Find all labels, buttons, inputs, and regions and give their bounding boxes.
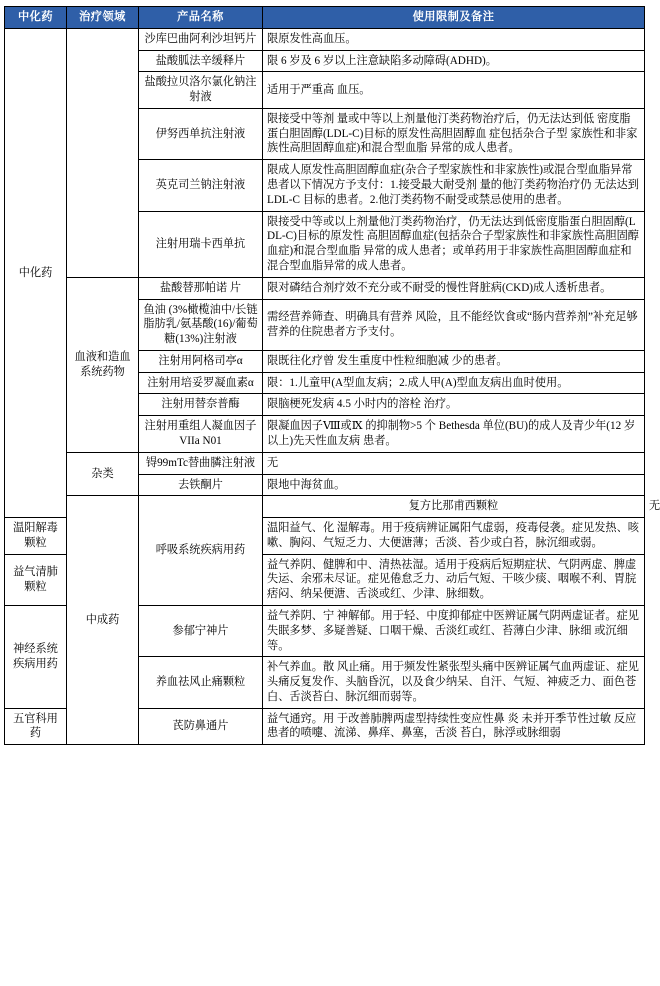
- cell-usage-notes: 限脑梗死发病 4.5 小时内的溶栓 治疗。: [263, 394, 645, 416]
- cell-product-name: 注射用培妥罗凝血素α: [139, 372, 263, 394]
- cell-product-name: 益气清肺颗粒: [5, 554, 67, 605]
- cell-therapeutic-area: 神经系统疾病用药: [5, 606, 67, 709]
- cell-usage-notes: 需经营养筛查、明确具有营养 风险，且不能经饮食或“肠内营养剂”补充足够营养的住院患者方予支付。: [263, 299, 645, 350]
- cell-usage-notes: 限对磷结合剂疗效不充分或不耐受的慢性肾脏病(CKD)成人透析患者。: [263, 277, 645, 299]
- cell-usage-notes: 限凝血因子Ⅷ或Ⅸ 的抑制物>5 个 Bethesda 单位(BU)的成人及青少年(12 岁以上)先天性血友病 患者。: [263, 416, 645, 453]
- table-row: [5, 277, 645, 299]
- cell-usage-notes: 限：1.儿童甲(A型血友病；2.成人甲(A)型血友病出血时使用。: [263, 372, 645, 394]
- cell-usage-notes: 限成人原发性高胆固醇血症(杂合子型家族性和非家族性)或混合型血脂异常患者以下情况方予支付：1.接受最大耐受剂 量的他汀类药物治疗仍 无法达到 LDL-C 目标的患者。2.他汀类药物不耐受或禁忌使用的患者。: [263, 160, 645, 211]
- column-header-product-name: 产品名称: [139, 7, 263, 29]
- cell-product-name: 养血祛风止痛颗粒: [139, 657, 263, 708]
- cell-product-name: 盐酸胍法辛缓释片: [139, 50, 263, 72]
- cell-product-name: 盐酸替那帕诺 片: [139, 277, 263, 299]
- table-row: [5, 452, 645, 474]
- cell-product-name: 复方比那甫西颗粒: [263, 496, 645, 518]
- table-body: [5, 28, 660, 744]
- cell-usage-notes: 温阳益气、化 湿解毒。用于疫病辨证属阳气虚弱，疫毒侵袭。症见发热、咳嗽、胸闷、气短乏力、大便溏薄；舌淡、苔少或白苔，脉沉细或弱。: [263, 518, 645, 555]
- cell-product-name: 芪防鼻通片: [139, 708, 263, 745]
- drug-table: [4, 6, 660, 745]
- cell-usage-notes: 限地中海贫血。: [263, 474, 645, 496]
- cell-usage-notes: 限 6 岁及 6 岁以上注意缺陷多动障碍(ADHD)。: [263, 50, 645, 72]
- cell-product-name: 去铁酮片: [139, 474, 263, 496]
- table-header: [5, 7, 645, 29]
- table-row: [5, 28, 645, 50]
- cell-usage-notes: 限既往化疗曾 发生重度中性粒细胞减 少的患者。: [263, 350, 645, 372]
- cell-therapeutic-area: 杂类: [67, 452, 139, 496]
- cell-therapeutic-area: [67, 28, 139, 277]
- cell-product-name: 温阳解毒颗粒: [5, 518, 67, 555]
- cell-product-name: 盐酸拉贝洛尔氯化钠注射液: [139, 72, 263, 109]
- column-header-category: 中化药: [5, 7, 67, 29]
- column-header-notes: 使用限制及备注: [263, 7, 645, 29]
- cell-therapeutic-area: 呼吸系统疾病用药: [139, 496, 263, 606]
- cell-usage-notes: 无: [263, 452, 645, 474]
- table-row: 中成药 呼吸系统疾病用药 复方比那甫西颗粒 无: [5, 496, 645, 518]
- cell-usage-notes: 益气通窍。用 于改善肺脾两虚型持续性变应性鼻 炎 未并开季节性过敏 反应患者的喷嚏、流涕、鼻痒、鼻塞，舌淡 苔白，脉浮或脉细弱: [263, 708, 645, 745]
- cell-usage-notes: 益气养阴、健脾和中、清热祛湿。适用于疫病后短期症状、气阴两虚、脾虚失运、余邪未尽证。症见倦怠乏力、动后气短、干咳少痰、咽喉不利、胃脘痞闷、纳呆便溏、舌淡或红、少津、脉细数。: [263, 554, 645, 605]
- cell-usage-notes: 限接受中等或以上剂量他汀类药物治疗，仍无法达到低密度脂蛋白胆固醇(LDL-C)目标的原发性 高胆固醇血症(包括杂合子型家族性和非家族性高胆固醇血症)和混合型血脂 异常的成人患者；或单药用于非家族性高胆固醇血症和混合型血脂异常的成人患者。: [263, 211, 645, 277]
- cell-usage-notes: 限接受中等剂 量或中等以上剂量他汀类药物治疗后，仍无法达到低 密度脂蛋白胆固醇(LDL-C)目标的原发性高胆固醇血 症包括杂合子型 家族性和非家族性高胆固醇血症)和混合型血脂 异常的成人患者。: [263, 108, 645, 159]
- cell-usage-notes: 适用于严重高 血压。: [263, 72, 645, 109]
- cell-usage-notes: 限原发性高血压。: [263, 28, 645, 50]
- cell-product-name: 注射用瑞卡西单抗: [139, 211, 263, 277]
- cell-product-name: 参郁宁神片: [139, 606, 263, 657]
- cell-category: 中化药: [5, 28, 67, 517]
- cell-product-name: 注射用替奈普酶: [139, 394, 263, 416]
- cell-therapeutic-area: 血液和造血系统药物: [67, 277, 139, 452]
- cell-usage-notes: 补气养血。散 风止痛。用于频发性紧张型头痛中医辨证属气血两虚证、症见头痛反复发作、头脑昏沉，以及食少纳呆、自汗、气短、神疲乏力、面色苍白、舌淡苔白、脉沉细而弱等。: [263, 657, 645, 708]
- cell-product-name: 沙库巴曲阿利沙坦钙片: [139, 28, 263, 50]
- cell-product-name: 注射用阿格司亭α: [139, 350, 263, 372]
- cell-product-name: 英克司兰钠注射液: [139, 160, 263, 211]
- cell-product-name: 注射用重组人凝血因子VIIa N01: [139, 416, 263, 453]
- table-header-row: [5, 7, 645, 29]
- cell-usage-notes: 益气养阴、宁 神解郁。用于轻、中度抑郁症中医辨证属气阴两虚证者。症见失眠多梦、多疑善疑、口咽干燥、舌淡红或红、苔薄白少津、脉细 或沉细等。: [263, 606, 645, 657]
- cell-product-name: 锝99mTc替曲膦注射液: [139, 452, 263, 474]
- cell-therapeutic-area: 五官科用药: [5, 708, 67, 745]
- column-header-area: 治疗领域: [67, 7, 139, 29]
- cell-product-name: 鱼油 (3%橄榄油中/长链脂肪乳/氨基酸(16)/葡萄糖(13%)注射液: [139, 299, 263, 350]
- cell-category: 中成药: [67, 496, 139, 745]
- cell-product-name: 伊努西单抗注射液: [139, 108, 263, 159]
